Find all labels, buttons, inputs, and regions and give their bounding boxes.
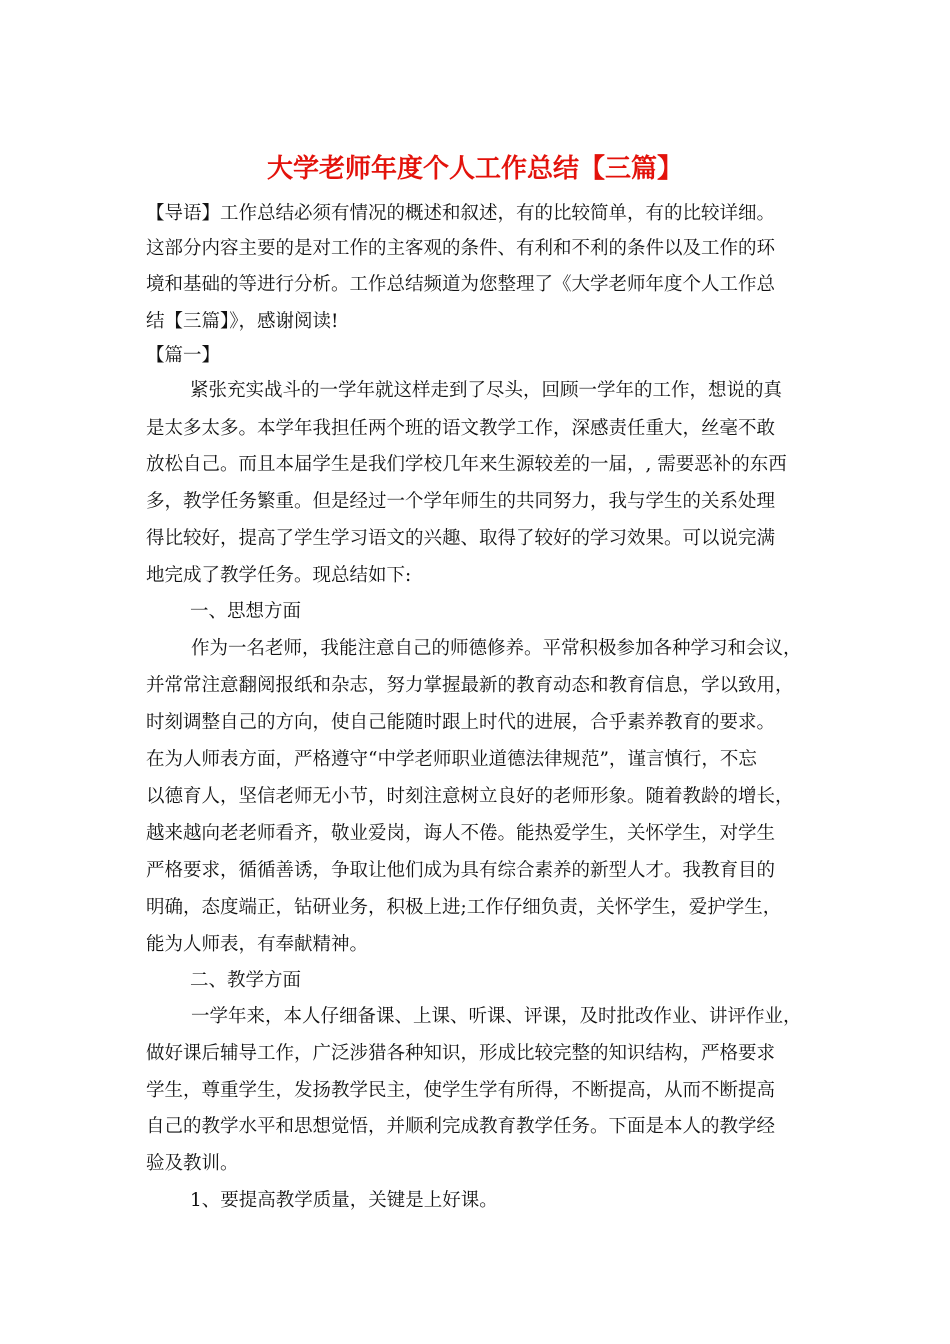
- paragraph-line: 做好课后辅导工作，广泛涉猎各种知识，形成比较完整的知识结构，严格要求: [146, 1043, 776, 1064]
- paragraph-line: 自己的教学水平和思想觉悟，并顺利完成教育教学任务。下面是本人的教学经: [146, 1116, 776, 1137]
- paragraph-line: 作为一名老师，我能注意自己的师德修养。平常积极参加各种学习和会议，: [191, 638, 802, 659]
- paragraph-line: 严格要求，循循善诱，争取让他们成为具有综合素养的新型人才。我教育目的: [146, 860, 776, 881]
- subheading-ideology: 一、思想方面: [190, 601, 302, 622]
- subheading-teaching: 二、教学方面: [190, 970, 302, 991]
- intro-line-3: 境和基础的等进行分析。工作总结频道为您整理了《大学老师年度个人工作总: [146, 274, 776, 295]
- numbered-point-1: 1、要提高教学质量，关键是上好课。: [190, 1190, 498, 1211]
- paragraph-line: 得比较好，提高了学生学习语文的兴趣、取得了较好的学习效果。可以说完满: [146, 528, 776, 549]
- paragraph-line: 是太多太多。本学年我担任两个班的语文教学工作，深感责任重大，丝毫不敢: [146, 418, 776, 439]
- paragraph-line: 紧张充实战斗的一学年就这样走到了尽头，回顾一学年的工作，想说的真: [190, 380, 783, 401]
- paragraph-line: 以德育人，坚信老师无小节，时刻注意树立良好的老师形象。随着教龄的增长，: [146, 786, 794, 807]
- intro-line-2: 这部分内容主要的是对工作的主客观的条件、有利和不利的条件以及工作的环: [146, 238, 776, 259]
- paragraph-line: 能为人师表，有奉献精神。: [146, 934, 369, 955]
- paragraph-line: 明确，态度端正，钻研业务，积极上进;工作仔细负责，关怀学生，爱护学生，: [146, 897, 782, 918]
- paragraph-line: 一学年来，本人仔细备课、上课、听课、评课，及时批改作业、讲评作业，: [191, 1006, 802, 1027]
- paragraph-line: 学生，尊重学生，发扬教学民主，使学生学有所得，不断提高，从而不断提高: [146, 1080, 776, 1101]
- paragraph-line: 多，教学任务繁重。但是经过一个学年师生的共同努力，我与学生的关系处理: [146, 491, 776, 512]
- paragraph-line: 越来越向老老师看齐，敬业爱岗，诲人不倦。能热爱学生，关怀学生，对学生: [146, 823, 776, 844]
- paragraph-line: 在为人师表方面，严格遵守“中学老师职业道德法律规范”，谨言慎行，不忘: [146, 749, 757, 770]
- paragraph-line: 放松自己。而且本届学生是我们学校几年来生源较差的一届，, 需要恶补的东西: [146, 454, 787, 475]
- paragraph-line: 地完成了教学任务。现总结如下:: [146, 565, 412, 586]
- section-heading-part-one: 【篇一】: [146, 345, 221, 366]
- intro-line-4: 结【三篇】》，感谢阅读!: [146, 311, 339, 332]
- paragraph-line: 并常常注意翻阅报纸和杂志，努力掌握最新的教育动态和教育信息，学以致用，: [146, 675, 794, 696]
- paragraph-line: 时刻调整自己的方向，使自己能随时跟上时代的进展，合乎素养教育的要求。: [146, 712, 776, 733]
- document-title: 大学老师年度个人工作总结【三篇】: [266, 154, 683, 184]
- intro-line-1: 【导语】工作总结必须有情况的概述和叙述，有的比较简单，有的比较详细。: [146, 203, 776, 224]
- paragraph-line: 验及教训。: [146, 1153, 239, 1174]
